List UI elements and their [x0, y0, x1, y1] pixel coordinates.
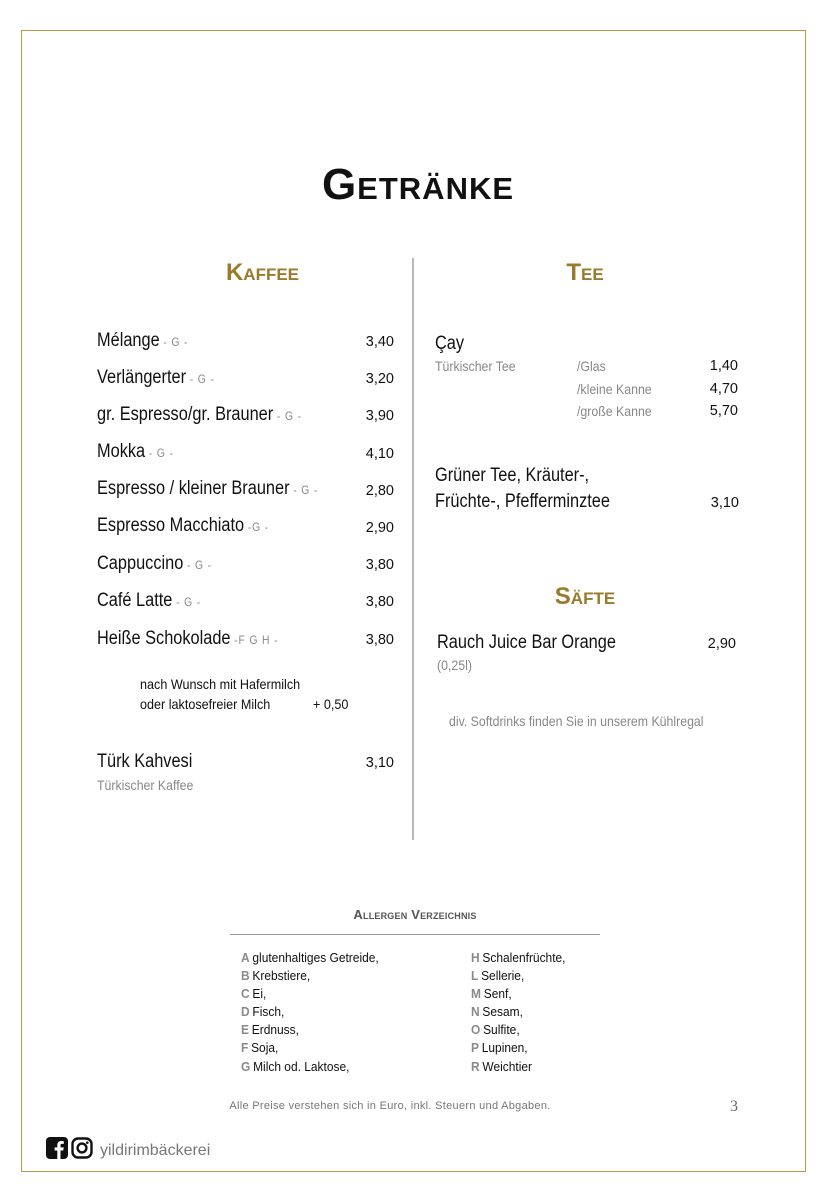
allergen-item: C Ei, [241, 986, 267, 1001]
softdrinks-note: div. Softdrinks finden Sie in unserem Kühlregal [449, 713, 704, 729]
instagram-icon[interactable] [71, 1137, 93, 1164]
facebook-icon[interactable] [46, 1137, 68, 1164]
menu-item-name: Cappuccino - G - [97, 553, 212, 574]
allergen-item: A glutenhaltiges Getreide, [241, 950, 379, 965]
allergen-item: B Krebstiere, [241, 968, 311, 983]
price-note: Alle Preise verstehen sich in Euro, inkl. Steuern und Abgaben. [229, 1100, 551, 1112]
milk-note-price: + 0,50 [313, 696, 349, 712]
menu-item-name: Mokka - G - [97, 441, 174, 462]
page-number: 3 [730, 1098, 738, 1115]
allergen-item: E Erdnuss, [241, 1022, 299, 1037]
allergen-item: H Schalenfrüchte, [471, 950, 566, 965]
allergen-item: L Sellerie, [471, 968, 525, 983]
menu-item-name: Heiße Schokolade -F G H - [97, 628, 279, 649]
tea-option-label: /kleine Kanne [577, 381, 652, 397]
allergen-item: D Fisch, [241, 1004, 285, 1019]
milk-note-line1: nach Wunsch mit Hafermilch [140, 676, 301, 692]
menu-item-subtitle: Türkischer Tee [435, 358, 516, 374]
tea-option-label: /Glas [577, 358, 606, 374]
social-links [46, 1137, 210, 1164]
menu-item-name: Espresso Macchiato -G - [97, 515, 270, 536]
menu-item-price: 2,90 [707, 636, 736, 652]
menu-item-name: Verlängerter - G - [97, 367, 215, 388]
allergen-item: F Soja, [241, 1040, 279, 1055]
menu-item-price: 3,80 [365, 557, 394, 573]
tea-option-price: 4,70 [709, 381, 738, 397]
menu-item-price: 3,40 [365, 334, 394, 350]
allergen-title: Allergen Verzeichnis [353, 907, 477, 922]
tea-option-label: /große Kanne [577, 403, 652, 419]
milk-note-line2: oder laktosefreier Milch [140, 696, 271, 712]
menu-item-name: Espresso / kleiner Brauner - G - [97, 478, 319, 499]
social-handle[interactable]: yildirimbäckerei [100, 1141, 211, 1159]
allergen-item: G Milch od. Laktose, [241, 1059, 350, 1074]
section-title-saefte: Säfte [554, 583, 616, 610]
menu-item-subtitle: (0,25l) [437, 657, 472, 673]
menu-item-name: gr. Espresso/gr. Brauner - G - [97, 404, 302, 425]
allergen-rule [230, 934, 600, 935]
allergen-item: P Lupinen, [471, 1040, 528, 1055]
menu-item-name-cont: Früchte-, Pfefferminztee [435, 491, 610, 512]
allergen-item: R Weichtier [471, 1059, 533, 1074]
allergen-item: M Senf, [471, 986, 512, 1001]
menu-item-price: 3,10 [710, 495, 739, 511]
tea-option-price: 5,70 [709, 403, 738, 419]
menu-item-price: 3,90 [365, 408, 394, 424]
menu-item-price: 3,80 [365, 594, 394, 610]
menu-item-name: Café Latte - G - [97, 590, 202, 611]
menu-item-subtitle: Türkischer Kaffee [97, 777, 194, 793]
menu-item-name: Grüner Tee, Kräuter-, [435, 465, 590, 486]
menu-item-price: 2,80 [365, 483, 394, 499]
allergen-item: O Sulfite, [471, 1022, 520, 1037]
tea-option-price: 1,40 [709, 358, 738, 374]
section-title-tee: Tee [566, 259, 604, 286]
menu-item-price: 4,10 [365, 446, 394, 462]
page-title: Getränke [321, 160, 515, 209]
menu-item-name: Mélange - G - [97, 330, 189, 351]
menu-item-price: 3,80 [365, 632, 394, 648]
menu-item-name: Rauch Juice Bar Orange [437, 632, 616, 653]
allergen-item: N Sesam, [471, 1004, 523, 1019]
section-title-kaffee: Kaffee [225, 259, 300, 286]
menu-item-price: 3,20 [365, 371, 394, 387]
column-divider [412, 258, 414, 840]
menu-item-price: 3,10 [365, 755, 394, 771]
menu-item-name: Türk Kahvesi [97, 751, 193, 772]
menu-item-name: Çay [435, 333, 465, 354]
menu-item-price: 2,90 [365, 520, 394, 536]
